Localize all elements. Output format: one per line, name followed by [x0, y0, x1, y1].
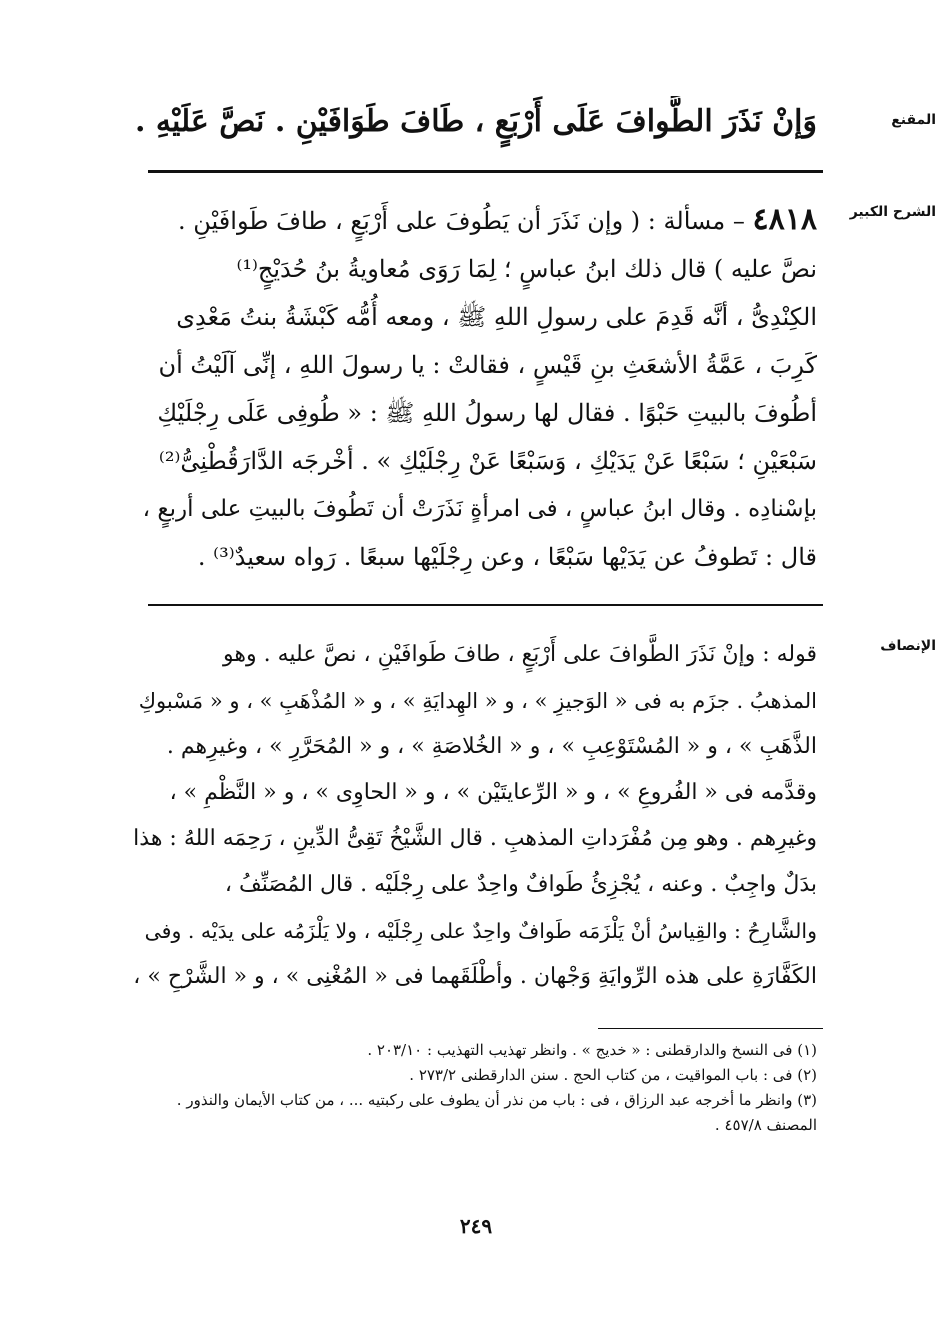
- footnote: (١) فى النسخ والدارقطنى : « خديج » . وانظر تهذيب التهذيب : ٢٠٣/١٠ .: [367, 1041, 817, 1059]
- insaf-line: المذهبُ . جزَم به فى « الوَجيزِ » ، و « الهِدايَةِ » ، و « المُذْهَبِ » ، و « مَسْبوكِ: [138, 689, 817, 713]
- footnote: (٣) وانظر ما أخرجه عبد الرزاق ، فى : باب من نذر أن يطوف على ركبتيه ... ، من كتاب الأيمان والنذور .: [176, 1091, 817, 1109]
- insaf-line: وقدَّمه فى « الفُروعِ » ، و « الرِّعايتَيْن » ، و « الحاوِى » ، و « النَّظْمِ » ،: [169, 780, 817, 805]
- sharh-line: ٤٨١٨ – مسألة : ( وإن نَذَرَ أن يَطُوفَ على أَرْبَعٍ ، طافَ طَوافَيْنِ .: [178, 202, 817, 237]
- sharh-line: قال : تَطوفُ عن يَدَيْها سَبْعًا ، وعن رِجْلَيْها سبعًا . رَواه سعيدٌ⁽³⁾ .: [197, 543, 817, 571]
- insaf-line: قوله : وإنْ نَذَرَ الطَّوافَ على أَرْبَعٍ ، طافَ طَوافَيْنِ ، نصَّ عليه . وهو: [223, 642, 817, 667]
- insaf-line: والشَّارِحُ : والقِياسُ أنْ يَلْزَمَه طَوافٌ واحِدٌ على رِجْلَيْه ، ولا يَلْزَمُه على يدَيْه . وفى: [144, 919, 817, 943]
- footnote: المصنف ٤٥٧/٨ .: [714, 1116, 817, 1134]
- sharh-label: الشرح الكبير: [849, 204, 936, 220]
- insaf-line: الكَفَّارَةِ على هذه الرِّوايَةِ وَجْهان . وأطْلَقَهما فى « المُغْنِى » ، و « الشَّرْحِ » ،: [133, 964, 817, 989]
- footnote: (٢) فى : باب المواقيت ، من كتاب الحج . سنن الدارقطنى ٢٧٣/٢ .: [409, 1066, 817, 1084]
- muqni-label: المقنع: [891, 112, 936, 128]
- insaf-label: الإنصاف: [880, 638, 936, 654]
- sharh-line: سَبْعَيْنِ ؛ سَبْعًا عَنْ يَدَيْكِ ، وَسَبْعًا عَنْ رِجْلَيْكِ » . أخْرجَه الدَّارَقُطْنِىُّ⁽²⁾: [158, 447, 817, 475]
- section-divider: [148, 170, 823, 173]
- footnotes: [132, 1038, 817, 1138]
- sharh-line: نصَّ عليه ) قال ذلك ابنُ عباسٍ ؛ لِمَا رَوَى مُعاويةُ بنُ حُدَيْجٍ⁽¹⁾: [236, 255, 817, 283]
- muqni-line: وَإنْ نَذَرَ الطَّوافَ عَلَى أَرْبَعٍ ، طَافَ طَوَافَيْنِ . نَصَّ عَلَيْهِ .: [134, 104, 817, 139]
- footnote-divider: [598, 1028, 823, 1029]
- sharh-text-block: [132, 196, 817, 581]
- muqni-text-block: [132, 96, 817, 148]
- masala-number: ٤٨١٨: [752, 202, 817, 237]
- sharh-line: الكِنْدِىُّ ، أنَّه قَدِمَ على رسولِ اللهِ ﷺ ، ومعه أُمُّه كَبْشَةُ بنتُ مَعْدِى: [176, 303, 817, 331]
- insaf-line: الذَّهَبِ » ، و « المُسْتَوْعِبِ » ، و « الخُلاصَةِ » ، و « المُحَرَّرِ » ، وغيرِهم .: [166, 734, 817, 759]
- section-divider: [148, 604, 823, 606]
- sharh-line: أطُوفَ بالبيتِ حَبْوًا . فقال لها رسولُ اللهِ ﷺ : « طُوفِى عَلَى رِجْلَيْكِ: [157, 399, 817, 427]
- sharh-line: بإسْنادِه . وقال ابنُ عباسٍ ، فى امرأةٍ نَذَرَتْ أن تَطُوفَ بالبيتِ على أربعٍ ،: [142, 496, 817, 522]
- page-number: ٢٤٩: [459, 1214, 493, 1238]
- insaf-line: بدَلٌ واجِبٌ . وعنه ، يُجْزِئُ طَوافٌ واحِدٌ على رِجْلَيْه . قال المُصَنِّفُ ،: [224, 872, 817, 897]
- sharh-line: كَرِبَ ، عَمَّةُ الأشعَثِ بنِ قَيْسٍ ، فقالتْ : يا رسولَ اللهِ ، إنِّى آلَيْتُ أن: [158, 351, 817, 379]
- insaf-text-block: [132, 632, 817, 1000]
- insaf-line: وغيرِهم . وهو مِن مُفْرَداتِ المذهبِ . قال الشَّيْخُ تَقِىُّ الدِّينِ ، رَحِمَه اللهُ : هذا: [133, 826, 817, 851]
